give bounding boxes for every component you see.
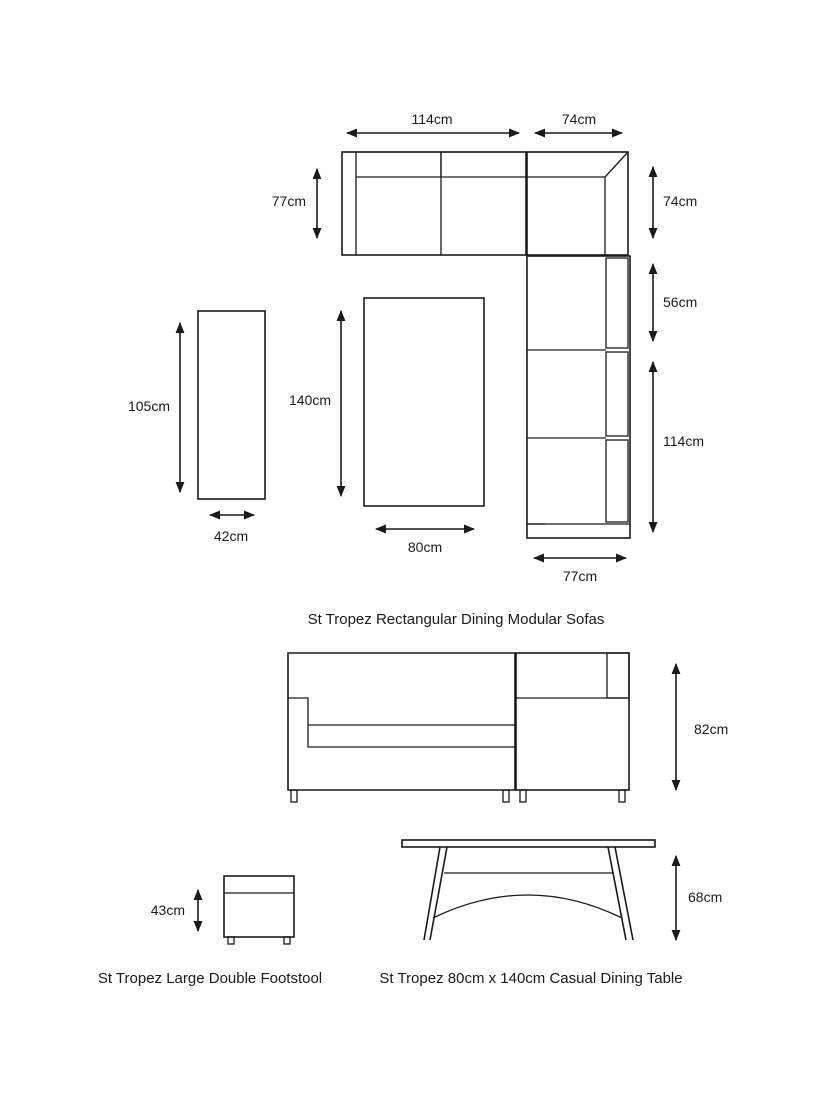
table-plan-view: [289, 298, 484, 555]
sofa-corner-outline: [527, 152, 628, 255]
dim-label-table-width: 80cm: [407, 539, 443, 555]
sofa-plan-view: [272, 111, 704, 584]
footstool-elevation-view: [151, 876, 294, 944]
dim-label-footstool-length: 105cm: [127, 398, 170, 414]
dim-label-left-depth: 77cm: [271, 193, 306, 209]
footstool-plan-view: [128, 311, 265, 544]
table-plan-outline: [364, 298, 484, 506]
dim-label-table-height: 68cm: [688, 889, 723, 905]
caption-table: St Tropez 80cm x 140cm Casual Dining Table: [379, 970, 683, 987]
dim-label-side-length: 114cm: [663, 433, 704, 449]
sofa-side-outline: [527, 256, 630, 538]
dim-label-footstool-height: 43cm: [150, 902, 185, 918]
sofa-elevation-outline: [288, 653, 515, 790]
dim-label-footstool-width: 42cm: [213, 528, 249, 544]
caption-footstool: St Tropez Large Double Footstool: [97, 970, 323, 987]
footstool-elevation-outline: [224, 876, 294, 937]
dim-label-top-right: 74cm: [561, 111, 597, 127]
sofa-elevation-view: [288, 653, 728, 802]
table-top-outline: [402, 840, 655, 847]
dim-label-side-seat: 56cm: [663, 294, 698, 310]
caption-sofas: St Tropez Rectangular Dining Modular Sofas: [307, 611, 605, 628]
dim-label-table-length: 140cm: [288, 392, 331, 408]
sofa-leg: [291, 790, 297, 802]
dim-label-side-width: 77cm: [562, 568, 598, 584]
sofa-two-seat-outline: [342, 152, 526, 255]
table-elevation-view: [402, 840, 722, 940]
dim-label-top-left: 114cm: [411, 111, 453, 127]
dim-label-sofa-height: 82cm: [694, 721, 729, 737]
dim-label-corner-depth: 74cm: [663, 193, 698, 209]
footstool-plan-outline: [198, 311, 265, 499]
